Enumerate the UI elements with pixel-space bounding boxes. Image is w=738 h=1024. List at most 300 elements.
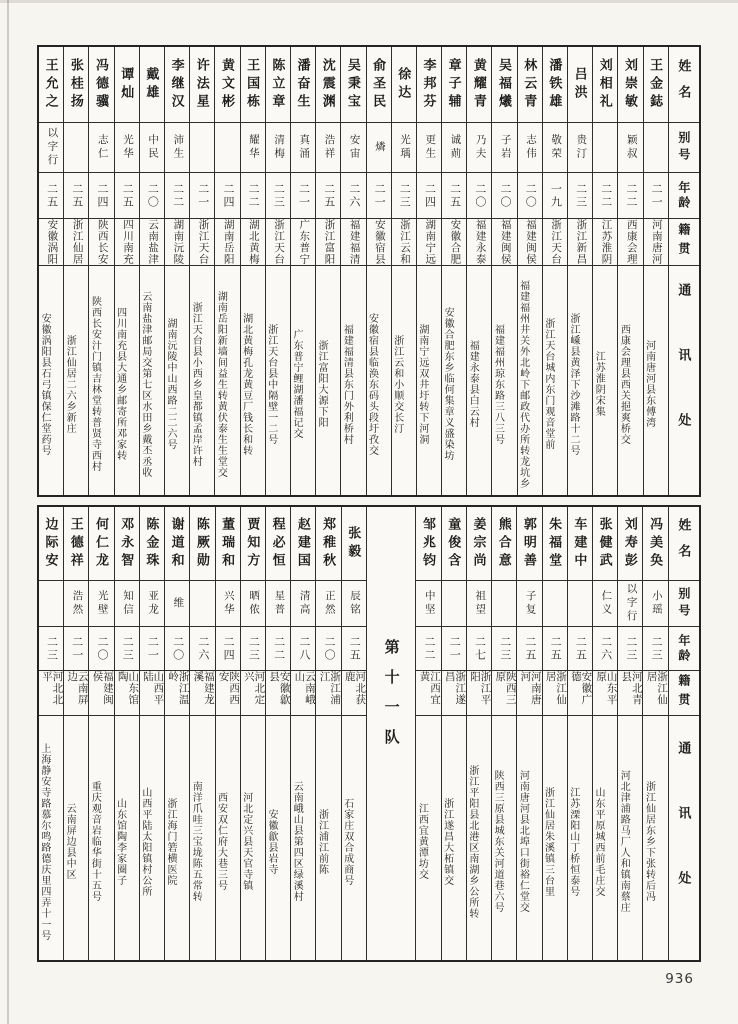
person-age: 二五 [322,182,335,209]
person-age-cell [644,173,668,219]
person-age-cell [89,627,113,671]
person-native: 浙江富阳 [323,219,335,265]
person-name-cell [417,47,441,123]
person-age-cell [416,627,440,671]
person-age-cell [342,627,366,671]
person-native-cell [39,671,63,716]
person-age-cell [190,627,214,671]
person-address-cell [64,716,88,960]
person-alias: 中坚 [423,590,435,617]
person-native-cell [568,671,592,716]
person-alias-cell [266,581,290,627]
person-name-cell [618,507,642,581]
person-address: 重庆观音岩临华街十五号 [89,781,101,902]
person-age-cell [215,173,239,219]
person-column [114,507,139,960]
person-alias-cell [618,581,642,627]
person-age: 二三 [650,635,663,662]
person-name-cell [190,47,214,123]
person-address-cell [190,716,214,960]
person-address: 石家庄双合成商号 [341,797,353,886]
person-name: 谢道和 [169,516,185,571]
person-address-cell [115,716,139,960]
person-native-cell [115,671,139,716]
person-name-cell [39,47,63,123]
person-name: 李邦芬 [421,57,437,112]
person-native: 湖北黄梅 [247,219,259,265]
person-address: 浙江海门箬横医院 [165,797,177,886]
person-age: 二四 [423,182,436,209]
person-column [416,47,441,495]
header-label-native: 籍贯 [676,223,691,261]
person-alias-cell [442,123,466,173]
person-alias-cell [518,123,542,173]
person-alias-cell [140,581,164,627]
person-native: 四川南充 [121,219,133,265]
person-name-cell [593,47,617,123]
person-native-cell [165,219,189,266]
person-name-cell [643,507,667,581]
person-name-cell [644,47,668,123]
person-age-cell [593,173,617,219]
person-alias-cell [64,123,88,173]
person-alias: 志仁 [96,134,108,161]
person-address: 浙江天台县小西乡皇都镇孟岸许村 [190,301,202,467]
person-alias-cell [593,581,617,627]
person-age: 二三 [624,635,637,662]
person-native-cell [467,671,491,716]
person-alias-cell [39,581,63,627]
person-name: 童俊含 [446,516,462,571]
directory-table-top [37,45,701,497]
person-address-cell [467,716,491,960]
person-alias-cell [417,123,441,173]
person-native: 陕西长安 [96,219,108,265]
person-name-cell [140,507,164,581]
person-name-cell [291,47,315,123]
person-column [491,507,516,960]
person-name-cell [64,507,88,581]
person-column [290,507,315,960]
person-address-cell [165,716,189,960]
person-name-cell [517,507,541,581]
person-address-cell [643,716,667,960]
person-name-cell [291,507,315,581]
person-native: 安徽宿县 [373,219,385,265]
person-native: 河北获鹿 [343,671,366,706]
person-alias: 知信 [121,590,133,617]
person-name-cell [467,507,491,581]
person-native-cell [291,671,315,716]
person-age-cell [266,627,290,671]
person-address: 山东馆陶李家圈子 [114,797,126,886]
person-name-cell [266,507,290,581]
person-address-cell [241,266,265,495]
person-column [592,507,617,960]
person-address-cell [140,716,164,960]
person-address: 河南唐河县北埠口街裕仁堂交 [517,770,529,913]
person-alias: 中民 [147,134,159,161]
person-age: 二二 [624,182,637,209]
person-age-cell [492,173,516,219]
person-address: 山西平陆太阳镇村公所 [139,786,151,897]
person-alias: 以字行 [625,583,637,624]
person-age: 二一 [373,182,386,209]
person-native: 浙江仙居 [544,671,567,706]
person-alias: 浩然 [71,590,83,617]
person-native-cell [417,219,441,266]
person-age-cell [618,173,642,219]
person-column [567,47,592,495]
person-name-cell [241,47,265,123]
person-name: 赵建国 [295,516,311,571]
person-address-cell [165,266,189,495]
person-address-cell [593,266,617,495]
person-age: 二八 [297,635,310,662]
person-column [366,47,391,495]
person-alias-cell [442,581,466,627]
person-name-cell [593,507,617,581]
person-age: 二三 [247,635,260,662]
person-name: 吴秉宝 [345,57,361,112]
person-alias-cell [316,123,340,173]
person-native-cell [140,219,164,266]
person-native: 山东馆陶 [116,671,139,706]
person-age-cell [165,173,189,219]
person-name: 吕洪 [572,66,588,103]
person-age: 二〇 [473,182,486,209]
person-alias-cell [342,581,366,627]
person-name-cell [215,47,239,123]
person-age: 二六 [196,635,209,662]
person-column [39,507,63,960]
person-alias-cell [543,581,567,627]
person-age-cell [543,173,567,219]
person-address-cell [89,266,113,495]
person-alias-cell [241,123,265,173]
person-native: 山东平原 [595,671,617,706]
person-address: 安徽合肥东乡临何集章义盛染坊 [442,307,454,461]
person-column [139,47,164,495]
person-alias: 光瑀 [399,134,411,161]
person-column [642,507,667,960]
person-address: 广东普宁鲤湖潘福记交 [290,329,302,439]
person-column [88,507,113,960]
person-address-cell [291,266,315,495]
person-address-cell [618,716,642,960]
person-native-cell [517,671,541,716]
person-native-cell [342,671,366,716]
person-column [491,47,516,495]
person-alias-cell [643,581,667,627]
person-native-cell [341,219,365,266]
person-address: 南洋爪哇三宝垅陈五常转 [190,781,202,902]
person-address-cell [518,266,542,495]
person-native: 浙江温岭 [167,671,189,706]
person-name-cell [89,47,113,123]
header-cell-alias [669,123,699,173]
person-name-cell [165,47,189,123]
person-age-cell [316,627,340,671]
person-address-cell [39,716,63,960]
person-address: 浙江仙居二六乡新庄 [64,334,76,434]
person-age: 二六 [599,635,612,662]
person-native-cell [89,219,113,266]
person-age: 二五 [523,635,536,662]
person-column [39,47,63,495]
header-column [668,507,699,960]
person-name: 刘崇敏 [622,57,638,112]
person-alias-cell [291,123,315,173]
person-column [517,47,542,495]
person-native: 江西宜黄 [418,671,440,706]
person-age-cell [39,173,63,219]
person-age: 二三 [398,182,411,209]
person-age-cell [568,627,592,671]
person-address: 山东平原城西前毛庄交 [593,786,605,897]
person-alias: 子复 [524,590,536,617]
person-alias: 光华 [121,134,133,161]
person-alias: 诚荝 [449,134,461,161]
person-alias: 志伟 [524,134,536,161]
person-native-cell [618,219,642,266]
person-age-cell [115,627,139,671]
person-address-cell [241,716,265,960]
person-alias-cell [618,123,642,173]
person-address: 安徽歙县岩寺 [265,808,277,875]
person-age: 二一 [297,182,310,209]
header-label-alias: 别号 [676,586,691,621]
person-alias-cell [316,581,340,627]
header-label-native: 籍贯 [676,674,691,712]
person-alias: 安宙 [348,134,360,161]
header-label-address: 通讯处 [676,283,692,478]
person-native-cell [618,671,642,716]
person-age-cell [618,627,642,671]
person-address: 浙江天台县中隔壁一二号 [265,323,277,445]
person-column [542,507,567,960]
person-column [542,47,567,495]
person-age-cell [467,173,491,219]
person-name: 王金鋕 [648,57,664,112]
person-column [215,507,240,960]
person-native: 安徽歙县 [268,671,290,706]
person-address-cell [543,266,567,495]
person-alias-cell [467,581,491,627]
person-age-cell [467,627,491,671]
person-name-cell [568,47,592,123]
person-address-cell [618,266,642,495]
person-name-cell [316,507,340,581]
person-alias: 晒侬 [248,590,260,617]
person-native: 浙江仙居 [645,671,668,706]
person-address-cell [64,266,88,495]
person-age-cell [517,627,541,671]
person-name-cell [316,47,340,123]
person-alias-cell [593,123,617,173]
person-address: 云南峨山县第四区绿溪村 [291,781,303,902]
person-alias: 光壁 [96,590,108,617]
person-native: 浙江天台 [197,219,209,265]
person-native: 浙江天台 [273,219,285,265]
person-native-cell [190,219,214,266]
person-alias: 正然 [323,590,335,617]
person-address: 西安双仁府大巷三号 [215,792,227,891]
person-native: 陕西西安 [217,671,240,706]
person-native-cell [644,219,668,266]
person-name-cell [442,47,466,123]
header-cell-alias [669,581,699,627]
header-label-age: 年龄 [676,633,691,664]
person-column [139,507,164,960]
person-name: 章子辅 [446,57,462,112]
person-age-cell [165,627,189,671]
header-cell-age [669,627,699,671]
person-name: 刘寿彭 [622,516,638,571]
person-address: 安徽宿县临涣东码头段圩孜交 [366,312,378,456]
person-age: 二二 [599,182,612,209]
person-alias-cell [517,581,541,627]
person-alias-cell [190,123,214,173]
person-native-cell [593,219,617,266]
person-age-cell [190,173,214,219]
person-alias: 维 [172,596,184,611]
person-native: 湖南宁远 [424,219,436,265]
person-address: 安徽涡阳县石弓镇保仁堂药号 [39,312,51,456]
person-native: 福建闽侯 [499,219,511,265]
person-address: 云南盐津邮局交第七区水田乡戴丕丞收 [139,290,151,478]
person-name: 王允之 [43,57,59,112]
person-age: 二三 [272,182,285,209]
person-address-cell [266,716,290,960]
person-name: 陈金珠 [144,516,160,571]
person-address: 浙江云和小顺交长汀 [391,334,403,434]
header-cell-name [669,507,699,581]
person-alias-cell [215,123,239,173]
person-age-cell [216,627,240,671]
person-native-cell [568,219,592,266]
person-native: 安徽涡阳 [46,219,58,265]
person-address-cell [442,716,466,960]
header-cell-address [669,716,699,960]
person-column [643,47,668,495]
person-column [265,47,290,495]
person-address-cell [115,266,139,495]
person-alias: 清梅 [273,134,285,161]
person-name: 邹兆钧 [420,516,436,571]
person-name: 许法星 [194,57,210,112]
person-address-cell [442,266,466,495]
person-alias-cell [266,123,290,173]
person-native: 西康会理 [625,219,637,265]
person-address-cell [593,716,617,960]
person-native-cell [367,219,391,266]
person-age-cell [39,627,63,671]
person-age: 二四 [221,182,234,209]
person-column [240,47,265,495]
person-native: 河南唐河 [519,671,541,706]
person-address-cell [216,716,240,960]
person-address-cell [416,716,440,960]
person-age: 二一 [448,635,461,662]
person-address-cell [215,266,239,495]
person-column [240,507,265,960]
person-native: 福建闽侯 [524,219,536,265]
person-address: 福建福州琼东路三八三号 [492,323,504,445]
person-alias-cell [115,581,139,627]
person-native: 福建永泰 [474,219,486,265]
person-native: 云南盐津 [147,219,159,265]
person-native: 浙江云和 [399,219,411,265]
person-native-cell [442,671,466,716]
person-column [265,507,290,960]
person-alias-cell [568,581,592,627]
person-alias: 以字行 [46,127,58,168]
person-age-cell [492,627,516,671]
person-name-cell [165,507,189,581]
person-name-cell [416,507,440,581]
person-column [441,507,466,960]
person-native: 云南屏边 [66,671,88,706]
person-native: 浙江天台 [550,219,562,265]
person-name-cell [115,507,139,581]
person-age: 二〇 [323,635,336,662]
person-alias-cell [115,123,139,173]
person-column [567,507,592,960]
person-name-cell [115,47,139,123]
person-native-cell [467,219,491,266]
person-age: 二五 [448,182,461,209]
person-native: 河北青县 [620,671,642,706]
person-name: 郭明善 [521,516,537,571]
person-name-cell [342,507,366,581]
person-age: 二三 [498,635,511,662]
person-native-cell [492,671,516,716]
person-column [516,507,541,960]
person-age: 二三 [121,635,134,662]
person-name-cell [492,507,516,581]
person-native-cell [241,671,265,716]
person-name-cell [492,47,516,123]
header-label-age: 年龄 [676,180,691,211]
person-age-cell [291,173,315,219]
person-name-cell [89,507,113,581]
person-alias-cell [190,581,214,627]
person-alias-cell [241,581,265,627]
person-age: 二六 [347,182,360,209]
person-age: 二五 [121,182,134,209]
person-column [315,47,340,495]
person-alias: 子岩 [499,134,511,161]
person-native: 浙江浦江 [318,671,341,706]
person-column [415,507,440,960]
person-name: 黄文彬 [219,57,235,112]
person-name: 谭灿 [119,66,135,103]
person-age-cell [115,173,139,219]
person-name: 俞圣民 [371,57,387,112]
person-name: 沈震渊 [320,57,336,112]
person-age: 二二 [171,182,184,209]
person-column [88,47,113,495]
person-native-cell [593,671,617,716]
person-address-cell [517,716,541,960]
person-alias-cell [467,123,491,173]
person-name-cell [442,507,466,581]
person-age-cell [64,173,88,219]
person-native-cell [492,219,516,266]
person-address-cell [568,716,592,960]
person-column [189,47,214,495]
